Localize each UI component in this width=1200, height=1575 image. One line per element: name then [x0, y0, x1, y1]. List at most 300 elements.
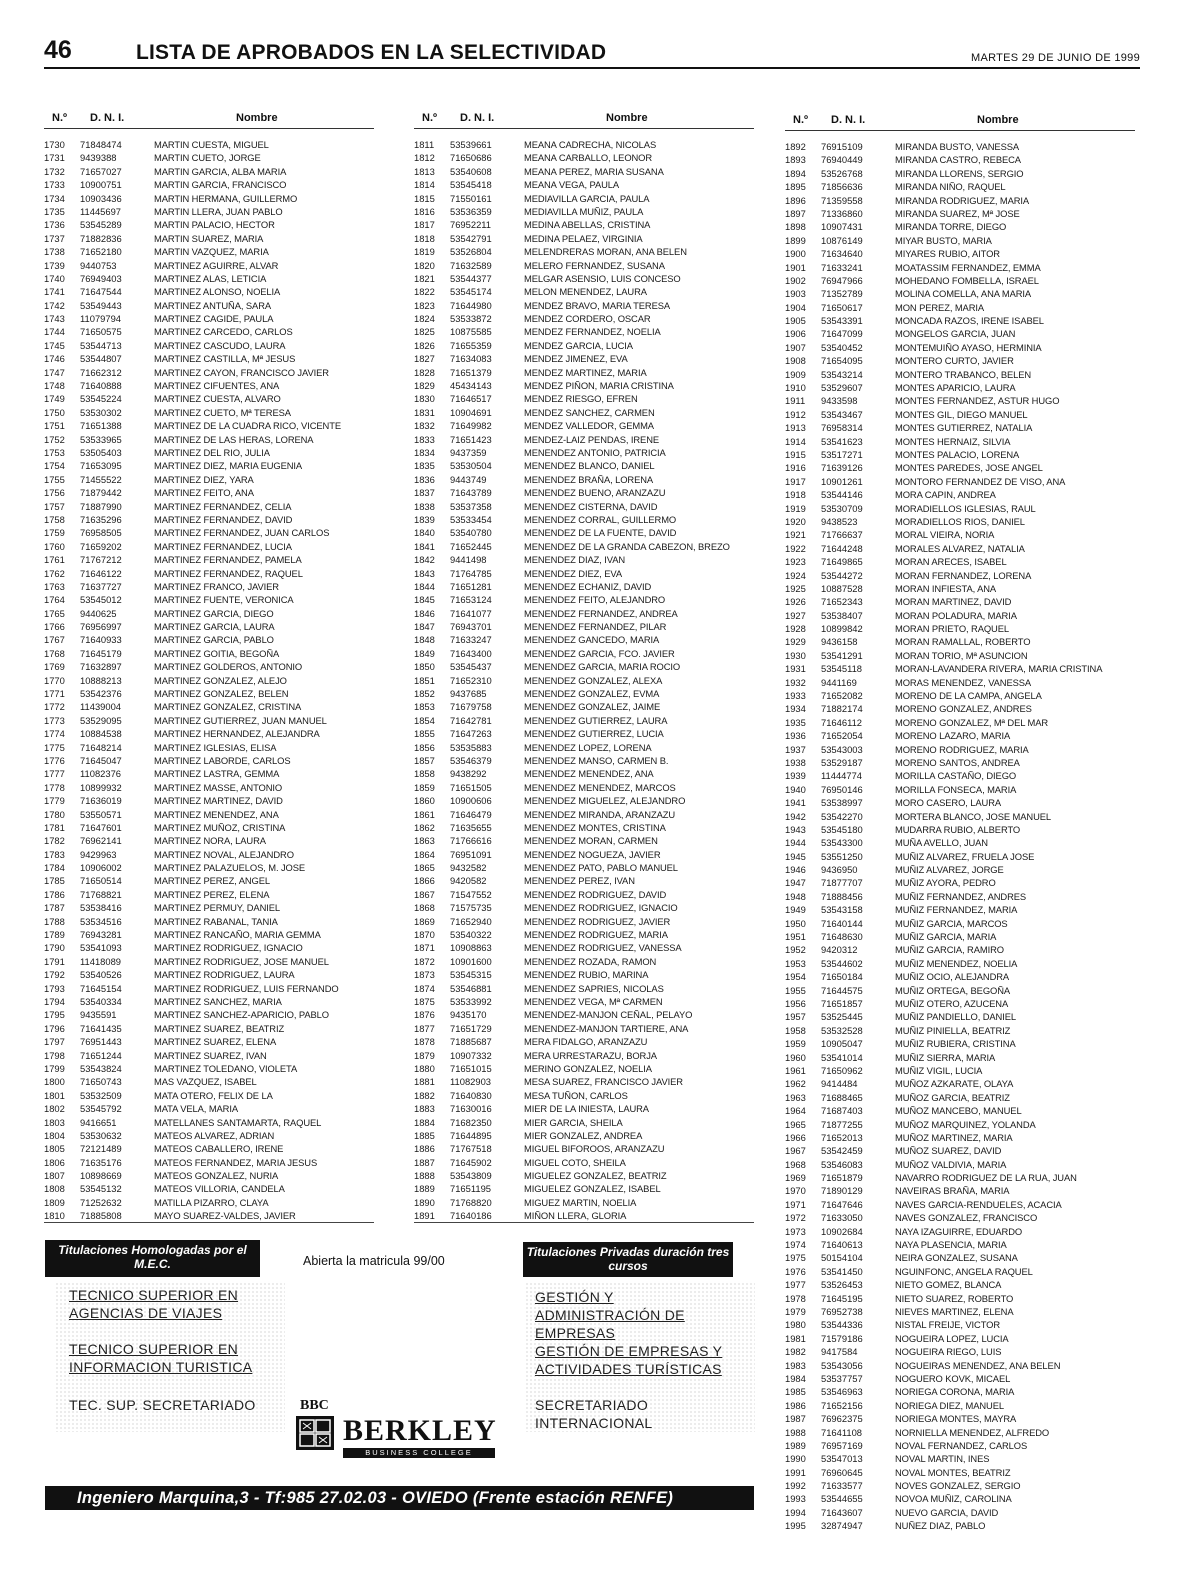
row-number: 1734 — [44, 192, 65, 204]
table-row — [414, 915, 754, 928]
table-row — [414, 1182, 754, 1195]
table-row — [44, 138, 374, 151]
row-dni: 9438292 — [450, 768, 487, 780]
table-row — [785, 569, 1135, 582]
row-dni: 10907332 — [450, 1049, 492, 1061]
row-name: MESA TUÑON, CARLOS — [524, 1089, 628, 1101]
row-dni: 71645195 — [821, 1292, 863, 1304]
row-dni: 71652082 — [821, 690, 863, 702]
row-number: 1980 — [785, 1319, 806, 1331]
row-number: 1975 — [785, 1252, 806, 1264]
row-number: 1892 — [785, 141, 806, 152]
table-row — [785, 461, 1135, 474]
row-dni: 53540608 — [450, 165, 492, 177]
row-number: 1906 — [785, 328, 806, 340]
table-row — [414, 339, 754, 352]
row-number: 1743 — [44, 313, 65, 325]
row-name: MEDIAVILLA GARCIA, PAULA — [524, 192, 650, 204]
row-name: NIETO GOMEZ, BLANCA — [895, 1279, 1002, 1291]
table-row — [785, 1292, 1135, 1305]
row-number: 1754 — [44, 460, 65, 472]
row-number: 1985 — [785, 1386, 806, 1398]
row-number: 1748 — [44, 380, 65, 392]
row-number: 1960 — [785, 1051, 806, 1063]
row-name: MORALES ALVAREZ, NATALIA — [895, 542, 1025, 554]
row-number: 1826 — [414, 339, 435, 351]
row-name: MARTINEZ DIEZ, MARIA EUGENIA — [154, 460, 303, 472]
row-dni: 53546963 — [821, 1386, 863, 1398]
row-dni: 10900751 — [80, 179, 122, 191]
table-row — [785, 234, 1135, 247]
row-number: 1881 — [414, 1076, 435, 1088]
row-dni: 71644248 — [821, 542, 863, 554]
table-row — [785, 997, 1135, 1010]
table-row — [414, 1209, 754, 1222]
row-name: MUÑIZ GARCIA, MARCOS — [895, 917, 1008, 929]
row-dni: 9436950 — [821, 864, 858, 876]
row-name: MORENO GONZALEZ, ANDRES — [895, 703, 1032, 715]
row-name: MIRANDA SUAREZ, Mª JOSE — [895, 207, 1020, 219]
row-dni: 71652054 — [821, 730, 863, 742]
table-row — [44, 205, 374, 218]
table-row — [414, 379, 754, 392]
row-number: 1862 — [414, 821, 435, 833]
row-number: 1824 — [414, 313, 435, 325]
row-dni: 71645902 — [450, 1156, 492, 1168]
row-name: MARTIN VAZQUEZ, MARIA — [154, 246, 269, 258]
row-name: MUÑIZ VIGIL, LUCIA — [895, 1064, 983, 1076]
row-number: 1984 — [785, 1372, 806, 1384]
row-dni: 71633577 — [821, 1480, 863, 1492]
row-number: 1927 — [785, 609, 806, 621]
row-number: 1888 — [414, 1170, 435, 1182]
table-row — [44, 218, 374, 231]
row-number: 1733 — [44, 179, 65, 191]
row-dni: 71639126 — [821, 462, 863, 474]
row-dni: 10906002 — [80, 862, 122, 874]
table-row — [785, 1359, 1135, 1372]
row-name: MUÑIZ FERNANDEZ, ANDRES — [895, 890, 1027, 902]
row-dni: 71634640 — [821, 248, 863, 260]
row-name: MERINO GONZALEZ, NOELIA — [524, 1062, 652, 1074]
row-number: 1866 — [414, 875, 435, 887]
row-name: MENDEZ FERNANDEZ, NOELIA — [524, 326, 661, 338]
row-name: MARTIN SUAREZ, MARIA — [154, 232, 264, 244]
row-name: MENDEZ PIÑON, MARIA CRISTINA — [524, 380, 674, 392]
row-number: 1914 — [785, 435, 806, 447]
row-number: 1983 — [785, 1359, 806, 1371]
row-name: MORENO LAZARO, MARIA — [895, 730, 1011, 742]
row-name: MARTINEZ DIEZ, YARA — [154, 473, 254, 485]
row-dni: 53539661 — [450, 139, 492, 150]
row-name: NIEVES MARTINEZ, ELENA — [895, 1305, 1014, 1317]
table-row — [414, 419, 754, 432]
row-number: 1823 — [414, 299, 435, 311]
table-row — [414, 192, 754, 205]
table-row — [44, 192, 374, 205]
row-name: MARTINEZ CASTILLA, Mª JESUS — [154, 353, 296, 365]
course-secretariado-internacional: SECRETARIADO INTERNACIONAL — [535, 1397, 653, 1431]
row-number: 1871 — [414, 942, 435, 954]
table-row — [785, 247, 1135, 260]
row-name: NAVES GARCIA-RENDUELES, ACACIA — [895, 1198, 1062, 1210]
table-row — [414, 1035, 754, 1048]
row-number: 1930 — [785, 649, 806, 661]
row-dni: 53540334 — [80, 996, 122, 1007]
table-row — [785, 1238, 1135, 1251]
row-number: 1738 — [44, 246, 65, 258]
row-dni: 10902684 — [821, 1225, 863, 1237]
table-row — [44, 1129, 374, 1142]
row-number: 1882 — [414, 1089, 435, 1101]
row-dni: 53536359 — [450, 205, 492, 217]
row-number: 1885 — [414, 1129, 435, 1141]
row-dni: 71767212 — [80, 554, 122, 566]
row-dni: 9436158 — [821, 636, 858, 648]
row-name: MARTINEZ ALAS, LETICIA — [154, 272, 267, 284]
table-row — [414, 633, 754, 646]
table-row — [414, 888, 754, 901]
row-dni: 10888213 — [80, 674, 122, 686]
row-name: MENENDEZ GONZALEZ, ALEXA — [524, 674, 663, 686]
row-dni: 71650575 — [80, 326, 122, 338]
row-name: MARTINEZ SANCHEZ-APARICIO, PABLO — [154, 1009, 329, 1021]
row-dni: 76956997 — [80, 621, 122, 633]
row-dni: 53530302 — [80, 406, 122, 418]
row-dni: 53545174 — [450, 286, 492, 298]
row-number: 1792 — [44, 969, 65, 981]
table-row — [414, 1022, 754, 1035]
row-dni: 53545118 — [821, 663, 863, 675]
row-number: 1901 — [785, 261, 806, 273]
row-name: NORIEGA DIEZ, MANUEL — [895, 1399, 1004, 1411]
row-dni: 71768821 — [80, 888, 122, 900]
row-number: 1969 — [785, 1172, 806, 1184]
table-row — [414, 165, 754, 178]
table-row — [414, 1075, 754, 1088]
row-dni: 71650617 — [821, 301, 863, 313]
row-number: 1948 — [785, 890, 806, 902]
row-name: MENENDEZ DIEZ, EVA — [524, 567, 623, 579]
row-name: MIRANDA TORRE, DIEGO — [895, 221, 1007, 233]
row-dni: 76962375 — [821, 1413, 863, 1425]
row-dni: 71651015 — [450, 1062, 492, 1074]
table-row — [785, 1077, 1135, 1090]
row-dni: 53545180 — [821, 823, 863, 835]
row-name: MON PEREZ, MARIA — [895, 301, 985, 313]
row-name: MATILLA PIZARRO, CLAYA — [154, 1196, 269, 1208]
table-row — [785, 1345, 1135, 1358]
table-row — [44, 700, 374, 713]
table-row — [44, 808, 374, 821]
table-row — [414, 1196, 754, 1209]
row-name: MENENDEZ VEGA, Mª CARMEN — [524, 996, 663, 1007]
row-number: 1891 — [414, 1210, 435, 1222]
row-dni: 53541014 — [821, 1051, 863, 1063]
col-header-dni: D. N. I. — [90, 112, 125, 124]
column-rule-3 — [785, 130, 1135, 131]
table-row — [414, 285, 754, 298]
row-dni: 71455522 — [80, 473, 122, 485]
table-row — [785, 488, 1135, 501]
row-number: 1794 — [44, 996, 65, 1007]
table-row — [785, 930, 1135, 943]
row-name: MEANA CARBALLO, LEONOR — [524, 152, 653, 164]
table-row — [414, 1062, 754, 1075]
table-row — [414, 607, 754, 620]
row-dni: 53532528 — [821, 1024, 863, 1036]
row-dni: 71644895 — [450, 1129, 492, 1141]
row-dni: 71768820 — [450, 1196, 492, 1208]
table-row — [785, 475, 1135, 488]
row-name: MOATASSIM FERNANDEZ, EMMA — [895, 261, 1041, 273]
row-name: MONTEMUIÑO AYASO, HERMINIA — [895, 341, 1042, 353]
row-number: 1745 — [44, 339, 65, 351]
row-name: NOVAL MONTES, BEATRIZ — [895, 1466, 1011, 1478]
table-row — [44, 392, 374, 405]
row-number: 1757 — [44, 500, 65, 512]
row-number: 1855 — [414, 728, 435, 740]
row-name: MARTINEZ GOLDEROS, ANTONIO — [154, 661, 303, 673]
row-name: MIGUEL BIFOROOS, ARANZAZU — [524, 1143, 665, 1155]
row-dni: 53543214 — [821, 368, 863, 380]
row-dni: 53542459 — [821, 1145, 863, 1157]
row-dni: 53529607 — [821, 382, 863, 394]
table-row — [785, 1278, 1135, 1291]
row-number: 1793 — [44, 982, 65, 994]
row-dni: 53544146 — [821, 489, 863, 501]
row-name: MENENDEZ GARCIA, FCO. JAVIER — [524, 647, 675, 659]
row-number: 1778 — [44, 781, 65, 793]
row-name: MENENDEZ-MANJON TARTIERE, ANA — [524, 1022, 689, 1034]
row-number: 1744 — [44, 326, 65, 338]
row-number: 1845 — [414, 594, 435, 606]
row-number: 1747 — [44, 366, 65, 378]
row-number: 1940 — [785, 783, 806, 795]
row-name: NIETO SUAREZ, ROBERTO — [895, 1292, 1014, 1304]
row-dni: 71633050 — [821, 1212, 863, 1224]
row-dni: 71652343 — [821, 596, 863, 608]
row-number: 1978 — [785, 1292, 806, 1304]
row-name: MORENO RODRIGUEZ, MARIA — [895, 743, 1029, 755]
row-number: 1938 — [785, 756, 806, 768]
row-number: 1740 — [44, 272, 65, 284]
row-dni: 71637727 — [80, 580, 122, 592]
row-name: MARTINEZ GONZALEZ, ALEJO — [154, 674, 287, 686]
row-name: MORAN ARECES, ISABEL — [895, 556, 1007, 568]
row-number: 1786 — [44, 888, 65, 900]
table-row — [785, 1265, 1135, 1278]
table-row — [414, 540, 754, 553]
table-row — [414, 232, 754, 245]
row-number: 1807 — [44, 1170, 65, 1182]
row-number: 1957 — [785, 1011, 806, 1023]
row-dni: 53526768 — [821, 167, 863, 179]
row-dni: 71633241 — [821, 261, 863, 273]
row-dni: 53545012 — [80, 594, 122, 606]
row-number: 1763 — [44, 580, 65, 592]
row-dni: 53545224 — [80, 393, 122, 405]
row-name: NOGUEIRA LOPEZ, LUCIA — [895, 1332, 1009, 1344]
row-number: 1742 — [44, 299, 65, 311]
row-dni: 53540322 — [450, 929, 492, 941]
row-dni: 71650743 — [80, 1076, 122, 1088]
row-dni: 53545792 — [80, 1103, 122, 1115]
row-dni: 71653124 — [450, 594, 492, 606]
row-name: MORENO GONZALEZ, Mª DEL MAR — [895, 716, 1049, 728]
row-dni: 71640144 — [821, 917, 863, 929]
row-dni: 71643789 — [450, 487, 492, 499]
row-name: NOVES GONZALEZ, SERGIO — [895, 1480, 1021, 1492]
table-row — [785, 796, 1135, 809]
row-name: MARTINEZ CIFUENTES, ANA — [154, 380, 280, 392]
row-dni: 71652013 — [821, 1131, 863, 1143]
table-row — [44, 433, 374, 446]
row-name: MENENDEZ RODRIGUEZ, JAVIER — [524, 915, 671, 927]
row-name: MEANA VEGA, PAULA — [524, 179, 620, 191]
table-row — [44, 1102, 374, 1115]
table-row — [785, 1385, 1135, 1398]
row-name: MIER GONZALEZ, ANDREA — [524, 1129, 643, 1141]
row-name: MIRANDA LLORENS, SERGIO — [895, 167, 1024, 179]
row-dni: 9414484 — [821, 1078, 858, 1090]
row-dni: 71641077 — [450, 607, 492, 619]
table-row — [44, 781, 374, 794]
row-name: MUÑIZ FERNANDEZ, MARIA — [895, 904, 1018, 916]
table-row — [44, 379, 374, 392]
row-number: 1781 — [44, 821, 65, 833]
row-number: 1929 — [785, 636, 806, 648]
row-number: 1945 — [785, 850, 806, 862]
row-dni: 71649982 — [450, 420, 492, 432]
table-row — [785, 207, 1135, 220]
row-number: 1964 — [785, 1105, 806, 1117]
row-number: 1850 — [414, 661, 435, 673]
row-dni: 71766616 — [450, 835, 492, 847]
table-row — [785, 649, 1135, 662]
row-dni: 9437685 — [450, 688, 487, 700]
row-number: 1767 — [44, 634, 65, 646]
table-row — [414, 352, 754, 365]
table-row — [44, 459, 374, 472]
table-row — [414, 647, 754, 660]
row-dni: 71647263 — [450, 728, 492, 740]
row-dni: 71644980 — [450, 299, 492, 311]
row-number: 1775 — [44, 741, 65, 753]
table-row — [785, 1372, 1135, 1385]
row-number: 1924 — [785, 569, 806, 581]
row-name: MORENO DE LA CAMPA, ANGELA — [895, 690, 1042, 702]
row-dni: 71647646 — [821, 1198, 863, 1210]
row-dni: 71359558 — [821, 194, 863, 206]
row-dni: 11079794 — [80, 313, 122, 325]
table-row — [785, 1332, 1135, 1345]
row-dni: 53551250 — [821, 850, 863, 862]
table-row — [44, 1169, 374, 1182]
row-number: 1943 — [785, 823, 806, 835]
row-name: MENDEZ VALLEDOR, GEMMA — [524, 420, 654, 432]
row-dni: 10876149 — [821, 234, 863, 246]
row-number: 1750 — [44, 406, 65, 418]
row-dni: 71882174 — [821, 703, 863, 715]
row-dni: 71649865 — [821, 556, 863, 568]
table-row — [785, 194, 1135, 207]
row-name: MARTINEZ NOVAL, ALEJANDRO — [154, 848, 294, 860]
column-rule-2 — [414, 128, 754, 129]
logo-subtitle: BUSINESS COLLEGE — [343, 1448, 495, 1458]
row-name: MUÑIZ RUBIERA, CRISTINA — [895, 1038, 1016, 1050]
table-row — [414, 1142, 754, 1155]
issue-date: MARTES 29 DE JUNIO DE 1999 — [971, 52, 1140, 64]
row-number: 1905 — [785, 315, 806, 327]
row-name: MEANA PEREZ, MARIA SUSANA — [524, 165, 664, 177]
row-number: 1749 — [44, 393, 65, 405]
row-name: MENENDEZ GANCEDO, MARIA — [524, 634, 660, 646]
table-row — [785, 448, 1135, 461]
row-dni: 76952211 — [450, 219, 492, 231]
row-number: 1880 — [414, 1062, 435, 1074]
table-row — [44, 593, 374, 606]
row-number: 1795 — [44, 1009, 65, 1021]
row-name: MENENDEZ ROZADA, RAMON — [524, 955, 657, 967]
table-row — [785, 1010, 1135, 1023]
column-rule-1 — [44, 128, 374, 129]
row-name: MIRANDA RODRIGUEZ, MARIA — [895, 194, 1030, 206]
table-row — [785, 823, 1135, 836]
row-dni: 71651505 — [450, 781, 492, 793]
row-number: 1907 — [785, 341, 806, 353]
row-name: MARTINEZ FERNANDEZ, DAVID — [154, 513, 293, 525]
row-number: 1779 — [44, 795, 65, 807]
row-dni: 53545418 — [450, 179, 492, 191]
table-row — [414, 325, 754, 338]
row-name: MARTINEZ DE LAS HERAS, LORENA — [154, 433, 314, 445]
row-dni: 53537358 — [450, 500, 492, 512]
row-number: 1937 — [785, 743, 806, 755]
row-number: 1949 — [785, 904, 806, 916]
table-row — [44, 861, 374, 874]
row-number: 1986 — [785, 1399, 806, 1411]
row-name: MARTINEZ GONZALEZ, CRISTINA — [154, 701, 302, 713]
row-number: 1896 — [785, 194, 806, 206]
row-dni: 71885687 — [450, 1036, 492, 1048]
row-dni: 10904691 — [450, 406, 492, 418]
row-number: 1994 — [785, 1506, 806, 1518]
row-name: MENENDEZ PATO, PABLO MANUEL — [524, 862, 678, 874]
table-row — [785, 970, 1135, 983]
row-name: MARTINEZ RODRIGUEZ, IGNACIO — [154, 942, 303, 954]
row-name: MAS VAZQUEZ, ISABEL — [154, 1076, 257, 1088]
row-name: MARTINEZ CARCEDO, CARLOS — [154, 326, 293, 338]
row-name: MARTINEZ FERNANDEZ, CELIA — [154, 500, 292, 512]
table-row — [785, 662, 1135, 675]
col-header-num: N.º — [422, 112, 438, 124]
table-row — [44, 419, 374, 432]
table-row — [785, 635, 1135, 648]
row-dni: 53547013 — [821, 1453, 863, 1465]
table-row — [414, 727, 754, 740]
row-name: MARTINEZ AGUIRRE, ALVAR — [154, 259, 279, 271]
table-row — [785, 140, 1135, 153]
row-number: 1974 — [785, 1239, 806, 1251]
row-name: MUÑIZ ORTEGA, BEGOÑA — [895, 984, 1011, 996]
row-dni: 53529095 — [80, 714, 122, 726]
row-number: 1736 — [44, 219, 65, 231]
row-name: NAYA IZAGUIRRE, EDUARDO — [895, 1225, 1023, 1237]
row-dni: 10907431 — [821, 221, 863, 233]
row-number: 1846 — [414, 607, 435, 619]
row-name: MOHEDANO FOMBELLA, ISRAEL — [895, 274, 1039, 286]
